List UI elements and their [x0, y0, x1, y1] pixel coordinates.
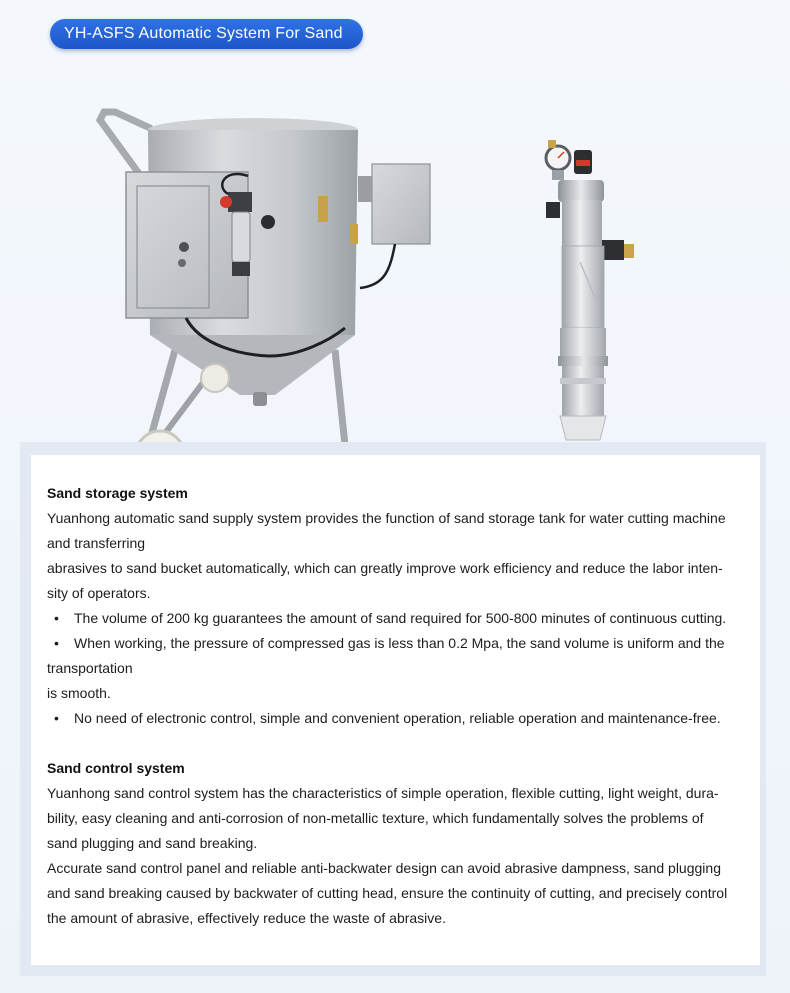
sand-control-valve-image [546, 140, 634, 440]
sand-tank-cart-image [100, 112, 430, 460]
paragraph-line: and transferring [47, 535, 146, 551]
paragraph-line: and sand breaking caused by backwater of cutting head, ensure the continuity of cutting, and precisely control [47, 885, 728, 901]
page-title-badge [50, 19, 363, 49]
section-title: Sand storage system [47, 485, 188, 501]
paragraph-line: the amount of abrasive, effectively reduce the waste of abrasive. [47, 910, 446, 926]
page-title: YH-ASFS Automatic System For Sand [64, 25, 343, 42]
bullet-text: The volume of 200 kg guarantees the amount of sand required for 500-800 minutes of continuous cutting. [74, 610, 727, 626]
bullet-item [47, 706, 744, 731]
paragraph-line: sand plugging and sand breaking. [47, 835, 258, 851]
section-sand-control [47, 756, 744, 931]
content-card [31, 455, 760, 965]
bullet-dot: • [54, 635, 59, 651]
product-photos [0, 60, 790, 460]
bullet-text: When working, the pressure of compressed gas is less than 0.2 Mpa, the sand volume is uniform and the [74, 635, 725, 651]
section-title: Sand control system [47, 760, 185, 776]
paragraph-line: sity of operators. [47, 585, 151, 601]
paragraph-line: bility, easy cleaning and anti-corrosion of non-metallic texture, which fundamentally solves the problems of [47, 810, 704, 826]
section-spacer [47, 731, 744, 756]
section-sand-storage [47, 481, 744, 731]
paragraph-line: Yuanhong automatic sand supply system provides the function of sand storage tank for water cutting machine [47, 510, 726, 526]
paragraph-line: abrasives to sand bucket automatically, which can greatly improve work efficiency and reduce the labor inten- [47, 560, 723, 576]
bullet-continuation: is smooth. [47, 685, 111, 701]
bullet-dot: • [54, 610, 59, 626]
paragraph-line: Yuanhong sand control system has the characteristics of simple operation, flexible cutting, light weight, dura- [47, 785, 719, 801]
bullet-item [47, 631, 744, 656]
bullet-text: No need of electronic control, simple and convenient operation, reliable operation and maintenance-free. [74, 710, 721, 726]
bullet-continuation: transportation [47, 660, 133, 676]
paragraph-line: Accurate sand control panel and reliable anti-backwater design can avoid abrasive dampness, sand plugging [47, 860, 721, 876]
bullet-item [47, 606, 744, 631]
bullet-dot: • [54, 710, 59, 726]
